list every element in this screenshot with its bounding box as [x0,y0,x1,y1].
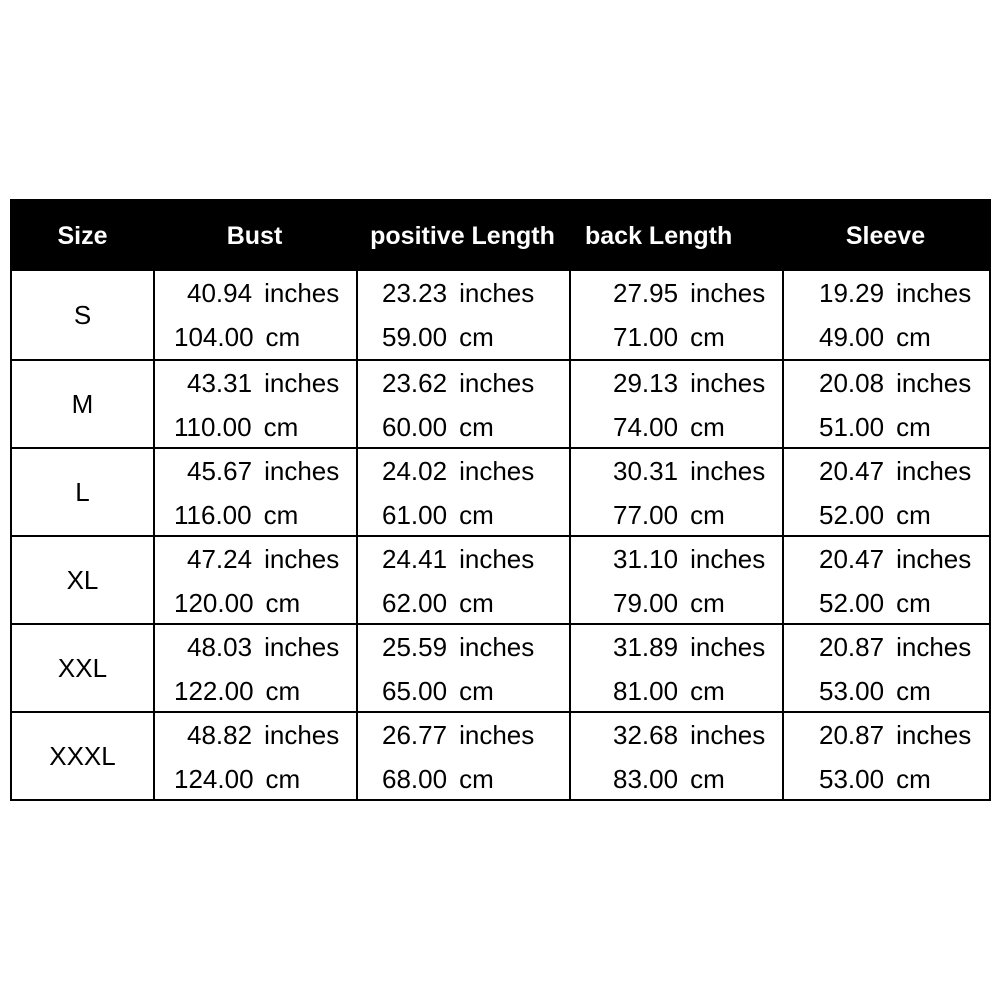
table-row [12,271,989,359]
bust-inches-value: 48.82 [187,720,253,750]
back-length-cm-line [613,764,725,794]
sleeve-inches-value: 20.47 [819,544,885,574]
bust-cm-line [174,588,300,618]
unit-inches: inches [459,368,535,398]
unit-inches: inches [459,720,535,750]
positive-length-inches-value: 24.41 [382,544,448,574]
unit-cm: cm [896,764,931,794]
sleeve-cell [782,449,989,535]
unit-inches: inches [264,368,340,398]
unit-cm: cm [896,588,931,618]
positive-length-cm-line [382,500,494,530]
bust-inches-value: 47.24 [187,544,253,574]
back-length-inches-value: 29.13 [613,368,679,398]
sleeve-inches-line [819,278,971,308]
positive-length-cell [356,625,569,711]
bust-cell [153,625,356,711]
bust-cm-value: 120.00 [174,588,254,618]
bust-cm-line [174,322,300,352]
unit-inches: inches [264,632,340,662]
unit-inches: inches [690,544,766,574]
size-label: XL [66,564,99,595]
unit-cm: cm [459,412,494,442]
sleeve-cell [782,625,989,711]
bust-inches-value: 45.67 [187,456,253,486]
unit-cm: cm [459,500,494,530]
sleeve-cm-value: 51.00 [819,412,885,442]
back-length-cm-value: 79.00 [613,588,679,618]
back-length-inches-line [613,632,765,662]
bust-cell [153,361,356,447]
bust-cm-line [174,676,300,706]
back-length-cell [569,449,782,535]
positive-length-cm-value: 61.00 [382,500,448,530]
back-length-inches-value: 31.10 [613,544,679,574]
header-bust: Bust [226,221,283,250]
positive-length-inches-line [382,544,534,574]
unit-cm: cm [896,500,931,530]
bust-cm-line [174,500,298,530]
bust-cm-value: 110.00 [174,412,252,442]
sleeve-cell [782,361,989,447]
sleeve-inches-line [819,632,971,662]
positive-length-inches-value: 24.02 [382,456,448,486]
sleeve-cm-line [819,764,931,794]
size-label: S [73,299,92,330]
sleeve-cm-value: 53.00 [819,764,885,794]
positive-length-cell [356,537,569,623]
unit-inches: inches [690,632,766,662]
size-chart-table [10,199,991,801]
positive-length-cm-value: 68.00 [382,764,448,794]
sleeve-inches-value: 20.87 [819,632,885,662]
unit-cm: cm [690,322,725,352]
unit-cm: cm [263,500,299,530]
bust-cm-value: 122.00 [174,676,254,706]
back-length-cm-line [613,322,725,352]
positive-length-inches-line [382,368,534,398]
size-label: M [71,388,94,419]
bust-cm-line [174,764,300,794]
sleeve-inches-line [819,368,971,398]
back-length-inches-line [613,278,765,308]
sleeve-inches-value: 19.29 [819,278,885,308]
unit-cm: cm [265,588,301,618]
unit-inches: inches [459,632,535,662]
unit-cm: cm [690,676,725,706]
header-positive-length: positive Length [370,221,555,250]
unit-cm: cm [896,322,931,352]
back-length-cell [569,271,782,359]
unit-inches: inches [896,632,972,662]
positive-length-inches-line [382,632,534,662]
positive-length-cm-value: 62.00 [382,588,448,618]
back-length-inches-line [613,368,765,398]
unit-cm: cm [459,322,494,352]
unit-cm: cm [459,588,494,618]
sleeve-cm-line [819,588,931,618]
back-length-inches-line [613,456,765,486]
sleeve-cm-value: 49.00 [819,322,885,352]
positive-length-cell [356,271,569,359]
positive-length-inches-line [382,278,534,308]
bust-inches-line [187,720,339,750]
unit-cm: cm [265,676,301,706]
sleeve-cell [782,713,989,799]
back-length-cm-value: 74.00 [613,412,679,442]
unit-cm: cm [690,500,725,530]
back-length-cm-value: 83.00 [613,764,679,794]
positive-length-cm-line [382,412,494,442]
back-length-cell [569,361,782,447]
sleeve-cm-line [819,676,931,706]
table-row [12,447,989,535]
sleeve-inches-value: 20.87 [819,720,885,750]
positive-length-cm-value: 59.00 [382,322,448,352]
unit-inches: inches [459,278,535,308]
unit-cm: cm [263,412,299,442]
back-length-cm-line [613,676,725,706]
back-length-cm-line [613,588,725,618]
back-length-cm-line [613,412,725,442]
header-sleeve: Sleeve [845,221,926,250]
positive-length-cell [356,361,569,447]
bust-cm-value: 104.00 [174,322,254,352]
back-length-cell [569,713,782,799]
unit-inches: inches [264,456,340,486]
sleeve-inches-value: 20.47 [819,456,885,486]
sleeve-cm-line [819,322,931,352]
header-back-length: back Length [585,221,733,250]
bust-cell [153,449,356,535]
unit-inches: inches [896,368,972,398]
back-length-inches-value: 30.31 [613,456,679,486]
positive-length-inches-value: 26.77 [382,720,448,750]
positive-length-inches-line [382,720,534,750]
bust-inches-value: 43.31 [187,368,253,398]
positive-length-cell [356,449,569,535]
unit-inches: inches [896,544,972,574]
unit-cm: cm [690,764,725,794]
positive-length-inches-line [382,456,534,486]
bust-cell [153,271,356,359]
size-label: XXXL [49,740,116,771]
unit-cm: cm [690,588,725,618]
table-row [12,623,989,711]
unit-inches: inches [264,544,340,574]
back-length-cm-line [613,500,725,530]
bust-cm-line [174,412,298,442]
unit-cm: cm [896,676,931,706]
unit-cm: cm [896,412,931,442]
table-row [12,711,989,799]
positive-length-cm-line [382,676,494,706]
unit-cm: cm [459,764,494,794]
positive-length-cm-line [382,322,494,352]
back-length-cell [569,625,782,711]
sleeve-inches-line [819,720,971,750]
bust-inches-line [187,544,339,574]
header-size: Size [57,221,108,250]
back-length-inches-value: 31.89 [613,632,679,662]
back-length-inches-line [613,544,765,574]
positive-length-cm-value: 65.00 [382,676,448,706]
positive-length-inches-value: 23.23 [382,278,448,308]
sleeve-cell [782,537,989,623]
bust-cm-value: 116.00 [174,500,252,530]
sleeve-cm-value: 52.00 [819,588,885,618]
unit-inches: inches [896,720,972,750]
back-length-cm-value: 77.00 [613,500,679,530]
sleeve-inches-line [819,544,971,574]
sleeve-cm-line [819,412,931,442]
unit-inches: inches [690,720,766,750]
unit-inches: inches [896,278,972,308]
bust-inches-line [187,632,339,662]
positive-length-cm-line [382,588,494,618]
unit-inches: inches [690,368,766,398]
positive-length-inches-value: 25.59 [382,632,448,662]
positive-length-cm-line [382,764,494,794]
table-row [12,535,989,623]
unit-cm: cm [459,676,494,706]
back-length-cm-value: 81.00 [613,676,679,706]
unit-inches: inches [459,544,535,574]
sleeve-inches-line [819,456,971,486]
unit-cm: cm [265,764,301,794]
table-row [12,359,989,447]
unit-cm: cm [265,322,301,352]
back-length-cell [569,537,782,623]
sleeve-inches-value: 20.08 [819,368,885,398]
bust-cell [153,537,356,623]
bust-inches-line [187,278,339,308]
unit-inches: inches [264,278,340,308]
bust-inches-value: 40.94 [187,278,253,308]
unit-inches: inches [459,456,535,486]
unit-inches: inches [690,278,766,308]
bust-cm-value: 124.00 [174,764,254,794]
table-header-row [12,201,989,271]
sleeve-cm-line [819,500,931,530]
unit-cm: cm [690,412,725,442]
size-label: L [75,476,90,507]
back-length-inches-value: 32.68 [613,720,679,750]
back-length-inches-value: 27.95 [613,278,679,308]
bust-inches-line [187,456,339,486]
bust-cell [153,713,356,799]
sleeve-cm-value: 52.00 [819,500,885,530]
sleeve-cm-value: 53.00 [819,676,885,706]
back-length-inches-line [613,720,765,750]
positive-length-inches-value: 23.62 [382,368,448,398]
unit-inches: inches [896,456,972,486]
table-body [12,271,989,799]
unit-inches: inches [690,456,766,486]
back-length-cm-value: 71.00 [613,322,679,352]
size-label: XXL [57,652,108,683]
unit-inches: inches [264,720,340,750]
sleeve-cell [782,271,989,359]
positive-length-cm-value: 60.00 [382,412,448,442]
bust-inches-line [187,368,339,398]
bust-inches-value: 48.03 [187,632,253,662]
positive-length-cell [356,713,569,799]
